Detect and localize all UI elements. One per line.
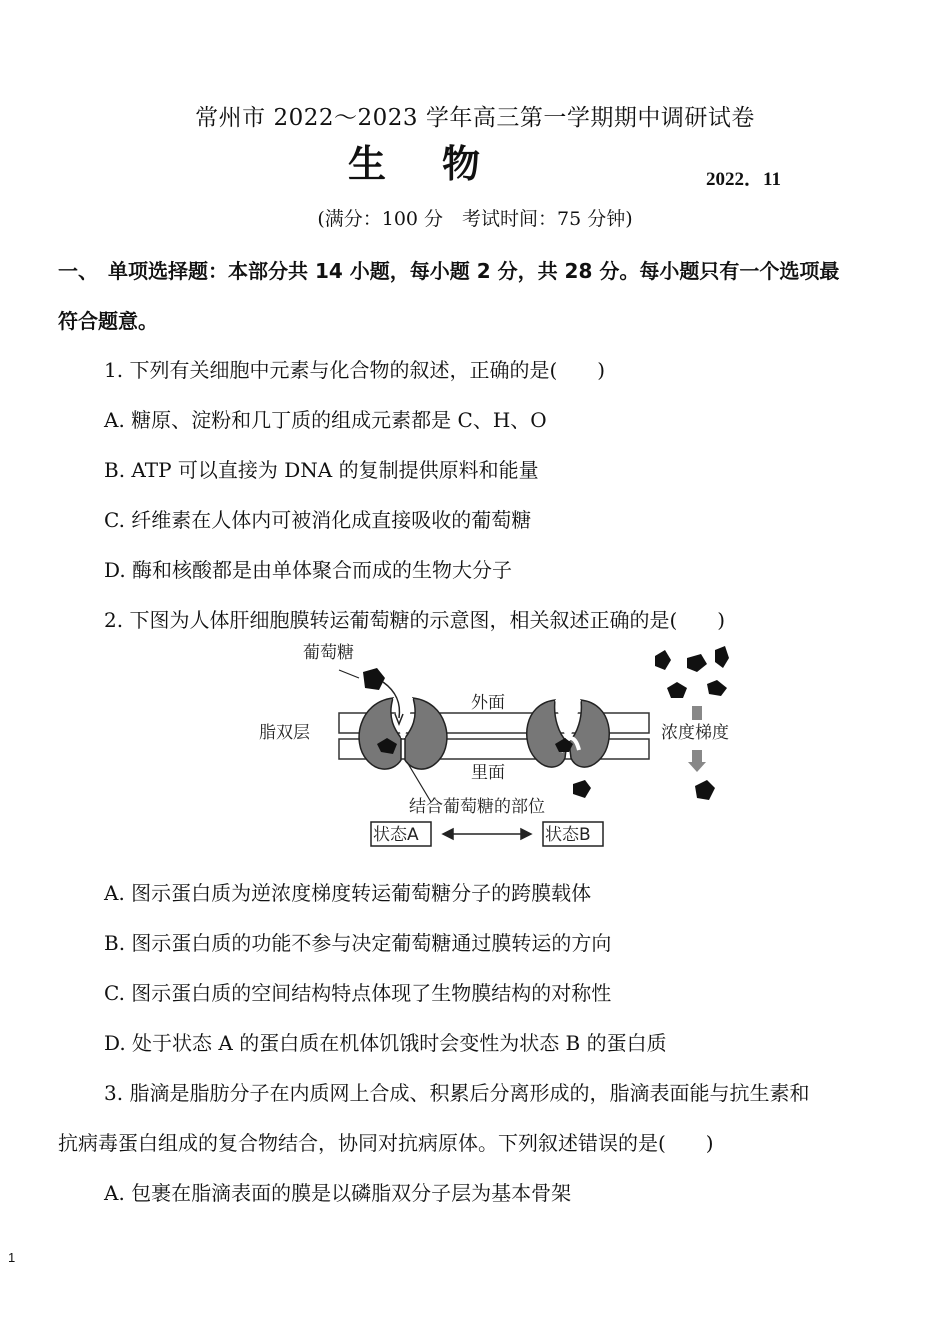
label-glucose: 葡萄糖 — [303, 643, 354, 663]
label-outside: 外面 — [471, 693, 505, 713]
label-inside: 里面 — [471, 763, 505, 783]
exam-date: 2022．11 — [706, 169, 781, 190]
section-heading: 一、 单项选择题：本部分共 14 小题，每小题 2 分，共 28 分。每小题只有一个选项最 — [58, 259, 840, 283]
gradient-arrow-bottom — [688, 750, 706, 772]
gradient-glucose-low — [695, 780, 715, 800]
gradient-glucose-cluster — [655, 646, 729, 698]
double-arrow — [443, 829, 531, 839]
question-1-stem: 1. 下列有关细胞中元素与化合物的叙述，正确的是( ) — [104, 358, 606, 382]
question-1-option-c[interactable]: C. 纤维素在人体内可被消化成直接吸收的葡萄糖 — [104, 508, 532, 532]
question-2-stem: 2. 下图为人体肝细胞膜转运葡萄糖的示意图，相关叙述正确的是( ) — [104, 608, 726, 632]
label-state-b: 状态B — [545, 825, 591, 845]
question-3-option-a[interactable]: A. 包裹在脂滴表面的膜是以磷脂双分子层为基本骨架 — [104, 1181, 572, 1205]
glucose-molecule — [363, 668, 385, 690]
label-binding-site: 结合葡萄糖的部位 — [409, 797, 545, 817]
question-3-stem-continued: 抗病毒蛋白组成的复合物结合，协同对抗病原体。下列叙述错误的是( ) — [58, 1131, 714, 1155]
section-heading-continued: 符合题意。 — [58, 309, 158, 333]
page-number: 1 — [8, 1250, 16, 1265]
label-state-a: 状态A — [373, 825, 419, 845]
glucose-transport-figure — [255, 638, 745, 852]
gradient-arrow-top — [692, 706, 702, 720]
question-1-option-a[interactable]: A. 糖原、淀粉和几丁质的组成元素都是 C、H、O — [104, 408, 547, 432]
question-2-option-c[interactable]: C. 图示蛋白质的空间结构特点体现了生物膜结构的对称性 — [104, 981, 612, 1005]
score-time-info: (满分：100 分 考试时间：75 分钟) — [317, 208, 633, 230]
label-lipid-bilayer: 脂双层 — [259, 723, 310, 743]
exam-title: 常州市 2022～2023 学年高三第一学期期中调研试卷 — [195, 105, 755, 131]
question-2-option-d[interactable]: D. 处于状态 A 的蛋白质在机体饥饿时会变性为状态 B 的蛋白质 — [104, 1031, 667, 1055]
question-2-option-a[interactable]: A. 图示蛋白质为逆浓度梯度转运葡萄糖分子的跨膜载体 — [104, 881, 592, 905]
released-glucose — [573, 780, 591, 798]
subject-title: 生物 — [348, 141, 537, 186]
label-gradient: 浓度梯度 — [661, 723, 729, 743]
question-2-option-b[interactable]: B. 图示蛋白质的功能不参与决定葡萄糖通过膜转运的方向 — [104, 931, 612, 955]
question-3-stem: 3. 脂滴是脂肪分子在内质网上合成、积累后分离形成的，脂滴表面能与抗生素和 — [104, 1081, 810, 1105]
question-1-option-b[interactable]: B. ATP 可以直接为 DNA 的复制提供原料和能量 — [104, 458, 539, 482]
question-1-option-d[interactable]: D. 酶和核酸都是由单体聚合而成的生物大分子 — [104, 558, 513, 582]
